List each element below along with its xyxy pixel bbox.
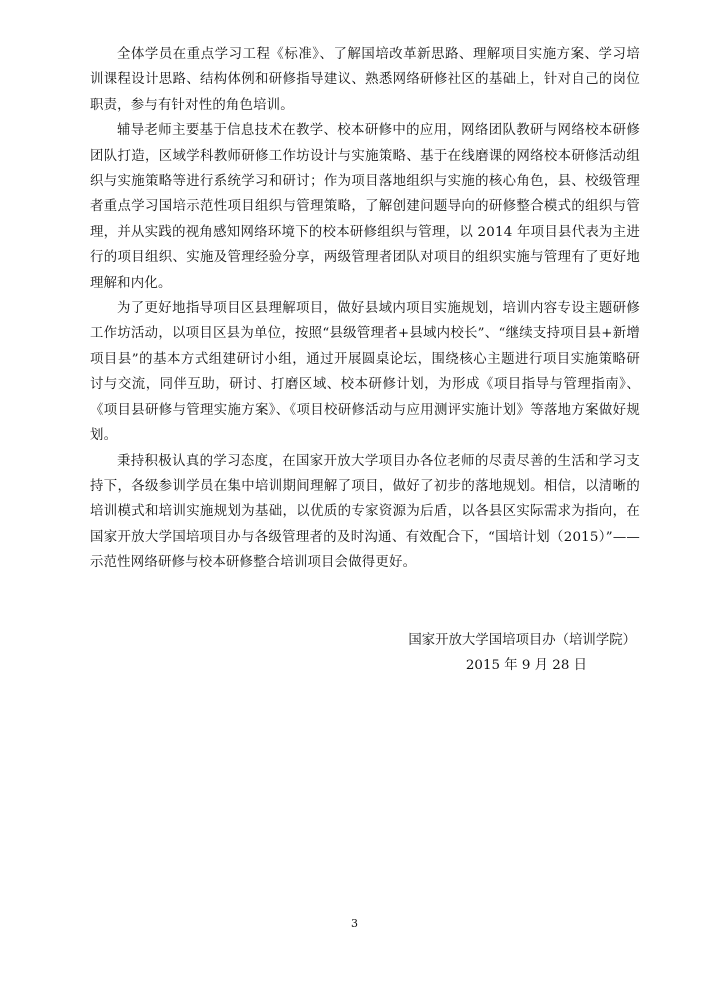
signature-organization: 国家开放大学国培项目办（培训学院） bbox=[408, 633, 636, 648]
paragraph-3: 为了更好地指导项目区县理解项目，做好县域内项目实施规划，培训内容专设主题研修工作坊活动，以项目区县为单位，按照“县级管理者+县域内校长”、“继续支持项目县+新增项目县”的基本方式组建研讨小组，通过开展圆桌论坛，围绕核心主题进行项目实施策略研讨与交流，同伴互助，研讨、打磨区域、校本研修计划，为形成《项目指导与管理指南》、《项目县研修与管理实施方案》、《项目校研修活动与应用测评实施计划》等落地方案做好规划。 bbox=[90, 301, 640, 444]
paragraph-2: 辅导老师主要基于信息技术在教学、校本研修中的应用，网络团队教研与网络校本研修团队打造，区域学科教师研修工作坊设计与实施策略、基于在线磨课的网络校本研修活动组织与实施策略等进行系统学习和研讨；作为项目落地组织与实施的核心角色，县、校级管理者重点学习国培示范性项目组织与管理策略，了解创建问题导向的研修整合模式的组织与管理，并从实践的视角感知网络环境下的校本研修组织与管理，以 2014 年项目县代表为主进行的项目组织、实施及管理经验分享，两级管理者团队对项目的组织实施与管理有了更好地理解和内化。 bbox=[90, 123, 640, 291]
page-number: 3 bbox=[351, 917, 358, 930]
signature-block bbox=[380, 628, 640, 678]
signature-date: 2015 年 9 月 28 日 bbox=[465, 658, 587, 673]
body-text bbox=[90, 42, 640, 576]
paragraph-4: 秉持积极认真的学习态度，在国家开放大学项目办各位老师的尽责尽善的生活和学习支持下，各级参训学员在集中培训期间理解了项目，做好了初步的落地规划。相信，以清晰的培训模式和培训实施规划为基础，以优质的专家资源为后盾，以各县区实际需求为指向，在国家开放大学国培项目办与各级管理者的及时沟通、有效配合下，“国培计划（2015）”——示范性网络研修与校本研修整合培训项目会做得更好。 bbox=[90, 453, 640, 571]
paragraph-1: 全体学员在重点学习工程《标准》、了解国培改革新思路、理解项目实施方案、学习培训课程设计思路、结构体例和研修指导建议、熟悉网络研修社区的基础上，针对自己的岗位职责，参与有针对性的角色培训。 bbox=[90, 47, 640, 113]
